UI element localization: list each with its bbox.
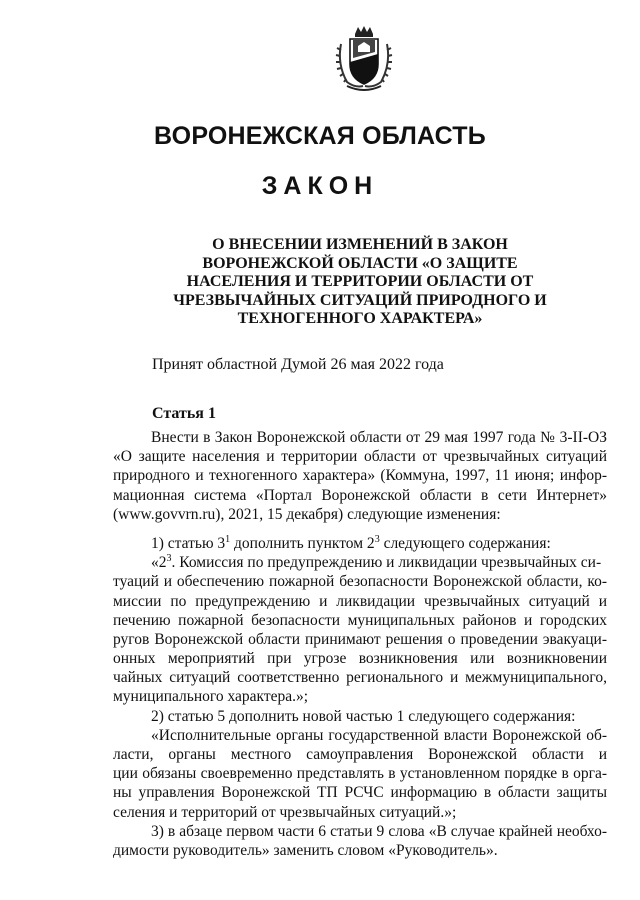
law-title-line: ЧРЕЗВЫЧАЙНЫХ СИТУАЦИЙ ПРИРОДНОГО И [173,291,547,309]
quote-line: онных мероприятий при угрозе возникновения или возникновении [113,650,607,668]
article-heading: Статья 1 [152,405,216,422]
body-line: природного и техногенного характера» (Коммуна, 1997, 11 июня; инфор- [113,467,607,485]
quote-line: муниципального характера.»; [113,688,309,706]
law-title-line: ТЕХНОГЕННОГО ХАРАКТЕРА» [237,310,483,327]
body-line: «О защите населения и территории области от чрезвычайных ситуаций [113,448,607,466]
quote-line: миссии по предупреждению и ликвидации чрезвычайных ситуаций и [113,592,607,610]
item-text: 1) статью 3 [151,534,226,552]
amendment-item-3: 3) в абзаце первом части 6 статьи 9 слова «В случае крайней необхо- [151,822,607,840]
law-title [130,236,590,329]
law-title-line: О ВНЕСЕНИИ ИЗМЕНЕНИЙ В ЗАКОН [212,236,508,253]
quote-text: «2 [151,554,167,572]
quote-line: туаций и обеспечению пожарной безопасности Воронежской области, ко- [113,573,607,591]
quote-line: печению пожарной безопасности муниципальных районов и городских [113,611,607,629]
quote-line: ласти, органы местного самоуправления Воронежской области и [113,746,607,763]
amendment-item-3-cont: димости руководитель» заменить словом «Руководитель». [113,841,498,859]
quote-line: ругов Воронежской области принимают решения о проведении эвакуаци- [113,630,607,648]
document-type: ЗАКОН [261,172,379,200]
item-text: следующего содержания: [379,534,551,552]
superscript: 3 [374,533,380,545]
superscript: 1 [225,533,231,545]
quote-line [113,553,607,572]
adoption-date: Принят областной Думой 26 мая 2022 года [152,356,444,373]
quote-line: ции обязаны своевременно представлять в установленном порядке в орга- [113,765,607,783]
body-line: Внести в Закон Воронежской области от 29 мая 1997 года № 3-II-ОЗ [151,429,607,446]
article-body [113,428,607,860]
superscript: 3 [166,553,172,565]
region-name: ВОРОНЕЖСКАЯ ОБЛАСТЬ [154,122,486,150]
quote-line: селения и территорий от чрезвычайных ситуаций.»; [113,803,457,821]
quote-line: «Исполнительные органы государственной власти Воронежской об- [151,726,607,744]
amendment-item-2: 2) статью 5 дополнить новой частью 1 следующего содержания: [151,707,576,725]
quote-text: . Комиссия по предупреждению и ликвидации чрезвычайных си- [171,554,602,572]
law-title-line: НАСЕЛЕНИЯ И ТЕРРИТОРИИ ОБЛАСТИ ОТ [186,273,534,290]
quote-line: чайных ситуаций соответственно регионального и межмуниципального, [113,669,607,687]
amendment-item-1 [113,534,607,553]
coat-of-arms-emblem [333,24,395,94]
body-line: мационная система «Портал Воронежской области в сети Интернет» [113,486,607,504]
item-text: дополнить пунктом 2 [230,534,375,552]
law-title-line: ВОРОНЕЖСКОЙ ОБЛАСТИ «О ЗАЩИТЕ [202,254,518,272]
body-line: (www.govvrn.ru), 2021, 15 декабря) следующие изменения: [113,505,501,523]
quote-line: ны управления Воронежской ТП РСЧС информацию в области защиты [113,784,607,802]
